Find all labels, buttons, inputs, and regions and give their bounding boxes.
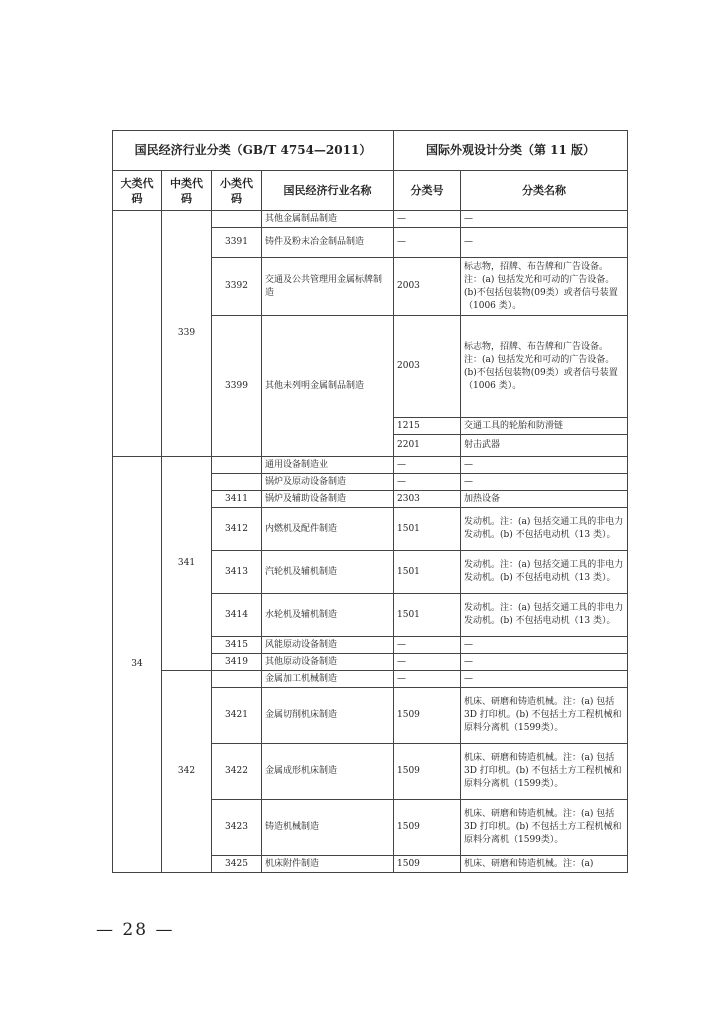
class-name-cell: 机床、研磨和铸造机械。注：(a) xyxy=(461,856,628,873)
class-name-cell: 发动机。注：(a) 包括交通工具的非电力发动机。(b) 不包括电动机（13 类）。 xyxy=(461,594,628,637)
class-name-cell: 标志物，招牌、布告牌和广告设备。注：(a) 包括发光和可动的广告设备。(b)不包括包装物(09类）或者信号装置（1006 类）。 xyxy=(461,316,628,418)
industry-name-cell: 内燃机及配件制造 xyxy=(262,508,394,551)
table-row xyxy=(113,671,628,688)
major-code-cell-empty xyxy=(113,211,162,457)
class-name-cell: — xyxy=(461,654,628,671)
class-number-cell: — xyxy=(394,654,461,671)
class-number-cell: 1215 xyxy=(394,418,461,435)
minor-code-cell: 3411 xyxy=(212,491,262,508)
class-number-cell: 2201 xyxy=(394,435,461,457)
industry-name-cell: 其他金属制品制造 xyxy=(262,211,394,228)
industry-name-cell: 铸件及粉末冶金制品制造 xyxy=(262,228,394,258)
industry-name-cell: 金属成形机床制造 xyxy=(262,744,394,800)
minor-code-cell: 3412 xyxy=(212,508,262,551)
minor-code-cell xyxy=(212,474,262,491)
mid-code-cell: 339 xyxy=(162,211,212,457)
industry-name-cell: 汽轮机及辅机制造 xyxy=(262,551,394,594)
industry-name-cell: 机床附件制造 xyxy=(262,856,394,873)
class-number-cell: — xyxy=(394,637,461,654)
industry-name-cell: 其他原动设备制造 xyxy=(262,654,394,671)
class-number-cell: 1501 xyxy=(394,551,461,594)
industry-name-cell: 金属切削机床制造 xyxy=(262,688,394,744)
class-name-cell: 发动机。注：(a) 包括交通工具的非电力发动机。(b) 不包括电动机（13 类）。 xyxy=(461,508,628,551)
mid-code-cell: 342 xyxy=(162,671,212,873)
table-header-row xyxy=(113,131,628,171)
industry-name-cell: 风能原动设备制造 xyxy=(262,637,394,654)
minor-code-cell: 3391 xyxy=(212,228,262,258)
class-number-cell: 1501 xyxy=(394,508,461,551)
col-major-code: 大类代码 xyxy=(113,171,162,211)
col-industry-name: 国民经济行业名称 xyxy=(262,171,394,211)
class-name-cell: 射击武器 xyxy=(461,435,628,457)
table-row xyxy=(113,457,628,474)
col-class-number: 分类号 xyxy=(394,171,461,211)
class-name-cell: — xyxy=(461,671,628,688)
mid-code-cell: 341 xyxy=(162,457,212,671)
col-minor-code: 小类代码 xyxy=(212,171,262,211)
class-name-cell: 加热设备 xyxy=(461,491,628,508)
industry-name-cell: 通用设备制造业 xyxy=(262,457,394,474)
class-name-cell: — xyxy=(461,637,628,654)
class-name-cell: 标志物，招牌、布告牌和广告设备。注：(a) 包括发光和可动的广告设备。(b)不包括包装物(09类）或者信号装置（1006 类）。 xyxy=(461,258,628,316)
class-name-cell: 交通工具的轮胎和防滑链 xyxy=(461,418,628,435)
col-class-name: 分类名称 xyxy=(461,171,628,211)
column-header-row xyxy=(113,171,628,211)
minor-code-cell: 3413 xyxy=(212,551,262,594)
classification-table xyxy=(112,130,628,873)
page-number: — 28 — xyxy=(96,920,175,940)
minor-code-cell xyxy=(212,211,262,228)
industry-name-cell: 其他未列明金属制品制造 xyxy=(262,316,394,457)
class-name-cell: — xyxy=(461,457,628,474)
class-number-cell: 1509 xyxy=(394,688,461,744)
minor-code-cell: 3419 xyxy=(212,654,262,671)
right-section-title: 国际外观设计分类（第 11 版） xyxy=(394,131,628,171)
class-number-cell: 1509 xyxy=(394,800,461,856)
class-number-cell: 2303 xyxy=(394,491,461,508)
industry-name-cell: 铸造机械制造 xyxy=(262,800,394,856)
class-number-cell: — xyxy=(394,474,461,491)
minor-code-cell: 3421 xyxy=(212,688,262,744)
class-number-cell: 1509 xyxy=(394,744,461,800)
class-number-cell: — xyxy=(394,211,461,228)
class-name-cell: 机床、研磨和铸造机械。注：(a) 包括 3D 打印机。(b) 不包括土方工程机械和原料分离机（1599类）。 xyxy=(461,744,628,800)
class-name-cell: — xyxy=(461,228,628,258)
minor-code-cell xyxy=(212,671,262,688)
class-number-cell: 2003 xyxy=(394,316,461,418)
class-number-cell: 1501 xyxy=(394,594,461,637)
left-section-title: 国民经济行业分类（GB/T 4754—2011） xyxy=(113,131,394,171)
industry-name-cell: 金属加工机械制造 xyxy=(262,671,394,688)
minor-code-cell: 3392 xyxy=(212,258,262,316)
industry-name-cell: 锅炉及原动设备制造 xyxy=(262,474,394,491)
class-name-cell: — xyxy=(461,211,628,228)
minor-code-cell: 3422 xyxy=(212,744,262,800)
major-code-cell: 34 xyxy=(113,457,162,873)
minor-code-cell: 3399 xyxy=(212,316,262,457)
minor-code-cell: 3423 xyxy=(212,800,262,856)
industry-name-cell: 交通及公共管理用金属标牌制造 xyxy=(262,258,394,316)
col-mid-code: 中类代码 xyxy=(162,171,212,211)
class-number-cell: — xyxy=(394,228,461,258)
minor-code-cell: 3415 xyxy=(212,637,262,654)
class-name-cell: 机床、研磨和铸造机械。注：(a) 包括 3D 打印机。(b) 不包括土方工程机械和原料分离机（1599类）。 xyxy=(461,688,628,744)
class-number-cell: 2003 xyxy=(394,258,461,316)
minor-code-cell: 3425 xyxy=(212,856,262,873)
minor-code-cell xyxy=(212,457,262,474)
class-name-cell: — xyxy=(461,474,628,491)
table-row xyxy=(113,211,628,228)
minor-code-cell: 3414 xyxy=(212,594,262,637)
class-number-cell: 1509 xyxy=(394,856,461,873)
class-name-cell: 机床、研磨和铸造机械。注：(a) 包括 3D 打印机。(b) 不包括土方工程机械和原料分离机（1599类）。 xyxy=(461,800,628,856)
class-number-cell: — xyxy=(394,671,461,688)
industry-name-cell: 锅炉及辅助设备制造 xyxy=(262,491,394,508)
industry-name-cell: 水轮机及辅机制造 xyxy=(262,594,394,637)
class-number-cell: — xyxy=(394,457,461,474)
class-name-cell: 发动机。注：(a) 包括交通工具的非电力发动机。(b) 不包括电动机（13 类）。 xyxy=(461,551,628,594)
